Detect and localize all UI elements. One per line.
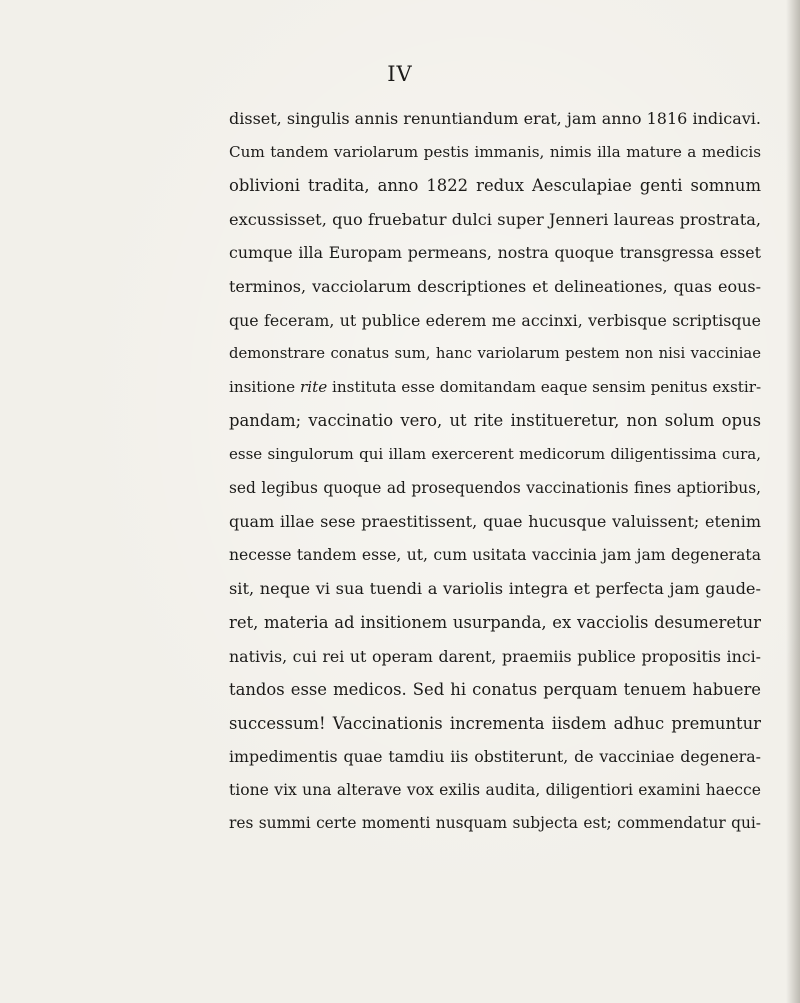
text-line: disset, singulis annis renuntiandum erat, jam anno 1816 indicavi. <box>229 109 761 128</box>
text-line: nativis, cui rei ut operam darent, praemiis publice propositis inci- <box>229 646 761 666</box>
text-line: sit, neque vi sua tuendi a variolis integra et perfecta jam gaude- <box>229 579 761 599</box>
text-line: excussisset, quo fruebatur dulci super Jenneri laureas prostrata, <box>229 209 761 229</box>
body-text <box>229 102 761 841</box>
text-line: oblivioni tradita, anno 1822 redux Aesculapiae genti somnum <box>229 176 761 196</box>
text-line: tandos esse medicos. Sed hi conatus perquam tenuem habuere <box>229 680 761 700</box>
text-line: tione vix una alterave vox exilis audita, diligentiori examini haecce <box>229 780 761 799</box>
text-line: terminos, vacciolarum descriptiones et delineationes, quas eous- <box>229 276 761 296</box>
text-line: successum! Vaccinationis incrementa iisdem adhuc premuntur <box>229 713 761 733</box>
text-line: res summi certe momenti nusquam subjecta est; commendatur qui- <box>229 814 761 833</box>
text-line-with-italic <box>229 371 761 405</box>
text-line: quam illae sese praestitissent, quae hucusque valuissent; etenim <box>229 512 761 532</box>
text-line: demonstrare conatus sum, hanc variolarum pestem non nisi vacciniae <box>229 345 761 363</box>
page-number: IV <box>387 62 413 86</box>
text-segment: instituta esse domitandam eaque sensim penitus exstir- <box>327 377 762 396</box>
text-line: pandam; vaccinatio vero, ut rite institueretur, non solum opus <box>229 411 761 431</box>
text-segment: insitione <box>229 377 300 396</box>
text-line: cumque illa Europam permeans, nostra quoque transgressa esset <box>229 243 761 263</box>
italic-word: rite <box>300 377 328 396</box>
text-line: sed legibus quoque ad prosequendos vaccinationis fines aptioribus, <box>229 478 761 497</box>
page-edge-shadow <box>786 0 800 1003</box>
text-line: Cum tandem variolarum pestis immanis, nimis illa mature a medicis <box>229 142 761 161</box>
text-line: esse singulorum qui illam exercerent medicorum diligentissima cura, <box>229 444 761 463</box>
text-line: ret, materia ad insitionem usurpanda, ex vacciolis desumeretur <box>229 612 761 632</box>
text-line: impedimentis quae tamdiu iis obstiterunt, de vacciniae degenera- <box>229 747 761 767</box>
text-line: que feceram, ut publice ederem me accinxi, verbisque scriptisque <box>229 310 761 330</box>
text-line: necesse tandem esse, ut, cum usitata vaccinia jam jam degenerata <box>229 545 761 564</box>
